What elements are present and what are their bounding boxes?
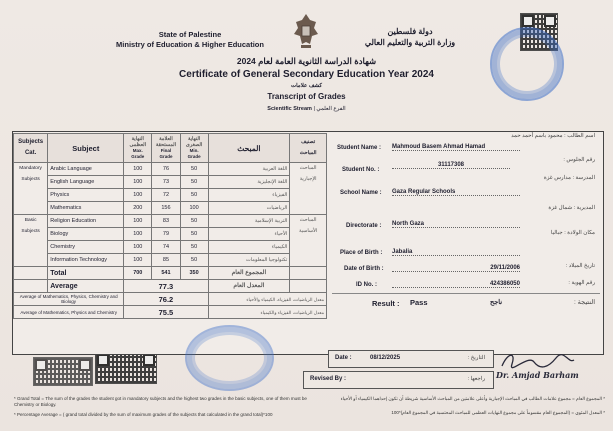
note-percentage-ar: * المعدل المئوي = (المجموع العام مقسوماً على مجموع النهايات العظمى للمباحث المحتسبة في المجموع العام)*100 — [391, 410, 605, 415]
subject-name: Religion Education — [48, 215, 124, 228]
average-mpc-row — [14, 306, 327, 319]
subject-name-ar: الكيمياء — [208, 241, 290, 254]
school-value: Gaza Regular Schools — [392, 189, 520, 196]
table-row — [14, 176, 327, 189]
max-grade: 100 — [124, 163, 152, 176]
result-label: Result : — [372, 299, 400, 308]
school-label: School Name : — [340, 190, 382, 196]
ministry-en: Ministry of Education & Higher Education — [116, 40, 264, 49]
dob-label: Date of Birth : — [344, 266, 384, 272]
average-mpcb-value: 76.2 — [124, 293, 208, 306]
student-no-label: Student No. : — [342, 167, 380, 173]
average-label: Average — [48, 280, 124, 293]
table-row — [14, 215, 327, 228]
table-row — [14, 254, 327, 267]
header-min-grade-en: Min. Grade — [187, 148, 201, 159]
note-grand-total: * Grand Total = The sum of the grades the student got in mandatory subjects and the highest two grades in the basic subjects, one of them must be Chemistry or Biology. — [14, 396, 307, 407]
subject-name-ar: الأحياء — [208, 228, 290, 241]
note-percentage: * Percentage Average = ( grand total divided by the sum of maximum grades of the subjects that calculated in the grand total)*100 — [14, 412, 273, 417]
result-ar: النتيجة : — [574, 299, 595, 306]
header-cat-ar: تصنيف المباحث — [290, 134, 327, 163]
transcript-ar: كشف علامات — [290, 83, 323, 89]
school-ar: المدرسة : مدارس غزة — [543, 175, 595, 181]
table-header-row — [14, 134, 327, 163]
min-grade: 50 — [180, 215, 208, 228]
directorate-value: North Gaza — [392, 221, 520, 228]
id-ar: رقم الهوية : — [568, 280, 595, 286]
subject-name: English Language — [48, 176, 124, 189]
total-max: 700 — [124, 267, 152, 280]
student-name-label: Student Name : — [337, 145, 382, 151]
student-name-ar: اسم الطالب : محمود باسم أحمد حمد — [511, 133, 595, 139]
table-row — [14, 163, 327, 176]
average-value: 77.3 — [124, 280, 208, 293]
total-label: Total — [48, 267, 124, 280]
subject-name: Arabic Language — [48, 163, 124, 176]
revised-ar: راجعها : — [467, 376, 485, 382]
directorate-ar: المديرية : شمال غزة — [548, 205, 595, 211]
subject-name: Biology — [48, 228, 124, 241]
cat-mandatory: Mandatory Subjects — [14, 163, 48, 215]
revised-label: Revised By : — [310, 376, 347, 382]
stream-separator: | — [313, 106, 315, 112]
cat-mandatory-ar: المباحث الإجبارية — [290, 163, 327, 215]
max-grade: 100 — [124, 176, 152, 189]
cat-basic-ar: المباحث الأساسية — [290, 215, 327, 267]
note-grand-total-ar: * المجموع العام = مجموع علامات الطالب في المباحث الإجبارية وأعلى علامتين من المباحث الأساسية شريطة أن تكون إحداهما الكيمياء أو الأحياء — [340, 396, 605, 401]
final-grade: 74 — [152, 241, 180, 254]
max-grade: 100 — [124, 189, 152, 202]
average-mpcb-label-ar: معدل الرياضيات، الفيزياء، الكيمياء والأحياء — [208, 293, 326, 306]
average-mpcb-label: Average of Mathematics, Physics, Chemistry and Biology — [14, 293, 124, 306]
state-en: State of Palestine — [158, 30, 222, 39]
final-grade: 73 — [152, 176, 180, 189]
subject-name: Mathematics — [48, 202, 124, 215]
header-subject-cat: Subjects Cat. — [14, 134, 48, 163]
signature-name: Dr. Amjad Barham — [496, 370, 579, 380]
total-row — [14, 267, 327, 280]
min-grade: 50 — [180, 228, 208, 241]
id-label: ID No. : — [356, 282, 377, 288]
dob-ar: تاريخ الميلاد : — [565, 263, 595, 269]
directorate-label: Directorate : — [346, 223, 382, 229]
header-subject-ar: المبحث — [208, 134, 290, 163]
dob-value: 29/11/2006 — [392, 265, 520, 272]
min-grade: 50 — [180, 163, 208, 176]
subject-name: Physics — [48, 189, 124, 202]
subject-name-ar: التربية الإسلامية — [208, 215, 290, 228]
header-max-grade — [124, 134, 152, 163]
average-mpc-label-ar: معدل الرياضيات، الفيزياء والكيمياء — [208, 306, 326, 319]
subject-name: Information Technology — [48, 254, 124, 267]
table-row — [14, 189, 327, 202]
date-label: Date : — [335, 355, 352, 361]
max-grade: 100 — [124, 254, 152, 267]
stream-ar: الفرع العلمي — [316, 106, 346, 112]
date-value: 08/12/2025 — [370, 355, 401, 361]
student-name-value: Mahmoud Basem Ahmad Hamad — [392, 144, 520, 151]
header-final-grade-en: Final Grade — [159, 148, 173, 159]
max-grade: 100 — [124, 241, 152, 254]
final-grade: 72 — [152, 189, 180, 202]
table-row — [14, 241, 327, 254]
min-grade: 50 — [180, 254, 208, 267]
subject-name-ar: اللغة الإنجليزية — [208, 176, 290, 189]
average-mpc-value: 75.5 — [124, 306, 208, 319]
final-grade: 83 — [152, 215, 180, 228]
table-row — [14, 202, 327, 215]
table-row — [14, 228, 327, 241]
subject-name-ar: تكنولوجيا المعلومات — [208, 254, 290, 267]
state-ar: دولة فلسطين — [387, 27, 433, 36]
pob-label: Place of Birth : — [340, 250, 383, 256]
subject-name-ar: الرياضيات — [208, 202, 290, 215]
max-grade: 100 — [124, 215, 152, 228]
grades-table — [13, 133, 327, 319]
transcript-en: Transcript of Grades — [267, 92, 346, 101]
ministry-ar: وزارة التربية والتعليم العالي — [364, 38, 456, 47]
header-final-grade — [152, 134, 180, 163]
header-final-grade-ar: العلامة المستحقة — [155, 136, 177, 148]
final-grade: 85 — [152, 254, 180, 267]
signature-scribble — [498, 350, 578, 372]
average-mpcb-row — [14, 293, 327, 306]
average-row — [14, 280, 327, 293]
subject-name-ar: اللغة العربية — [208, 163, 290, 176]
min-grade: 50 — [180, 176, 208, 189]
header-min-grade-ar: النهاية الصغرى — [185, 136, 203, 148]
cert-title-ar: شهادة الدراسة الثانوية العامة لعام 2024 — [236, 56, 377, 66]
pob-ar: مكان الولادة : جباليا — [550, 230, 595, 236]
min-grade: 50 — [180, 241, 208, 254]
pob-value: Jabalia — [392, 249, 520, 256]
final-grade: 79 — [152, 228, 180, 241]
qr-code-bottom-1 — [95, 352, 157, 384]
cat-basic: Basic Subjects — [14, 215, 48, 267]
header-min-grade — [180, 134, 208, 163]
total-label-ar: المجموع العام — [208, 267, 290, 280]
average-label-ar: المعدل العام — [208, 280, 290, 293]
header-subject: Subject — [48, 134, 124, 163]
max-grade: 200 — [124, 202, 152, 215]
subject-name-ar: الفيزياء — [208, 189, 290, 202]
result-value-ar: ناجح — [490, 299, 503, 306]
min-grade: 100 — [180, 202, 208, 215]
total-min: 350 — [180, 267, 208, 280]
max-grade: 100 — [124, 228, 152, 241]
stream-line — [0, 106, 613, 112]
header-max-grade-ar: النهاية العظمى — [129, 136, 147, 148]
student-no-ar: رقم الجلوس : — [563, 157, 595, 163]
header-max-grade-en: Max. Grade — [131, 148, 145, 159]
stream-en: Scientific Stream — [267, 106, 312, 112]
final-grade: 76 — [152, 163, 180, 176]
cert-title-en: Certificate of General Secondary Education Year 2024 — [179, 69, 434, 80]
average-mpc-label: Average of Mathematics, Physics and Chemistry — [14, 306, 124, 319]
min-grade: 50 — [180, 189, 208, 202]
subject-name: Chemistry — [48, 241, 124, 254]
final-grade: 156 — [152, 202, 180, 215]
date-ar: التاريخ : — [467, 355, 485, 361]
student-no-value: 31117308 — [392, 162, 510, 169]
qr-code-bottom-2 — [33, 357, 93, 386]
total-final: 541 — [152, 267, 180, 280]
result-value: Pass — [410, 298, 428, 307]
id-value: 424386050 — [392, 281, 520, 288]
palestine-eagle-emblem — [292, 12, 320, 50]
school-stamp — [185, 325, 274, 391]
